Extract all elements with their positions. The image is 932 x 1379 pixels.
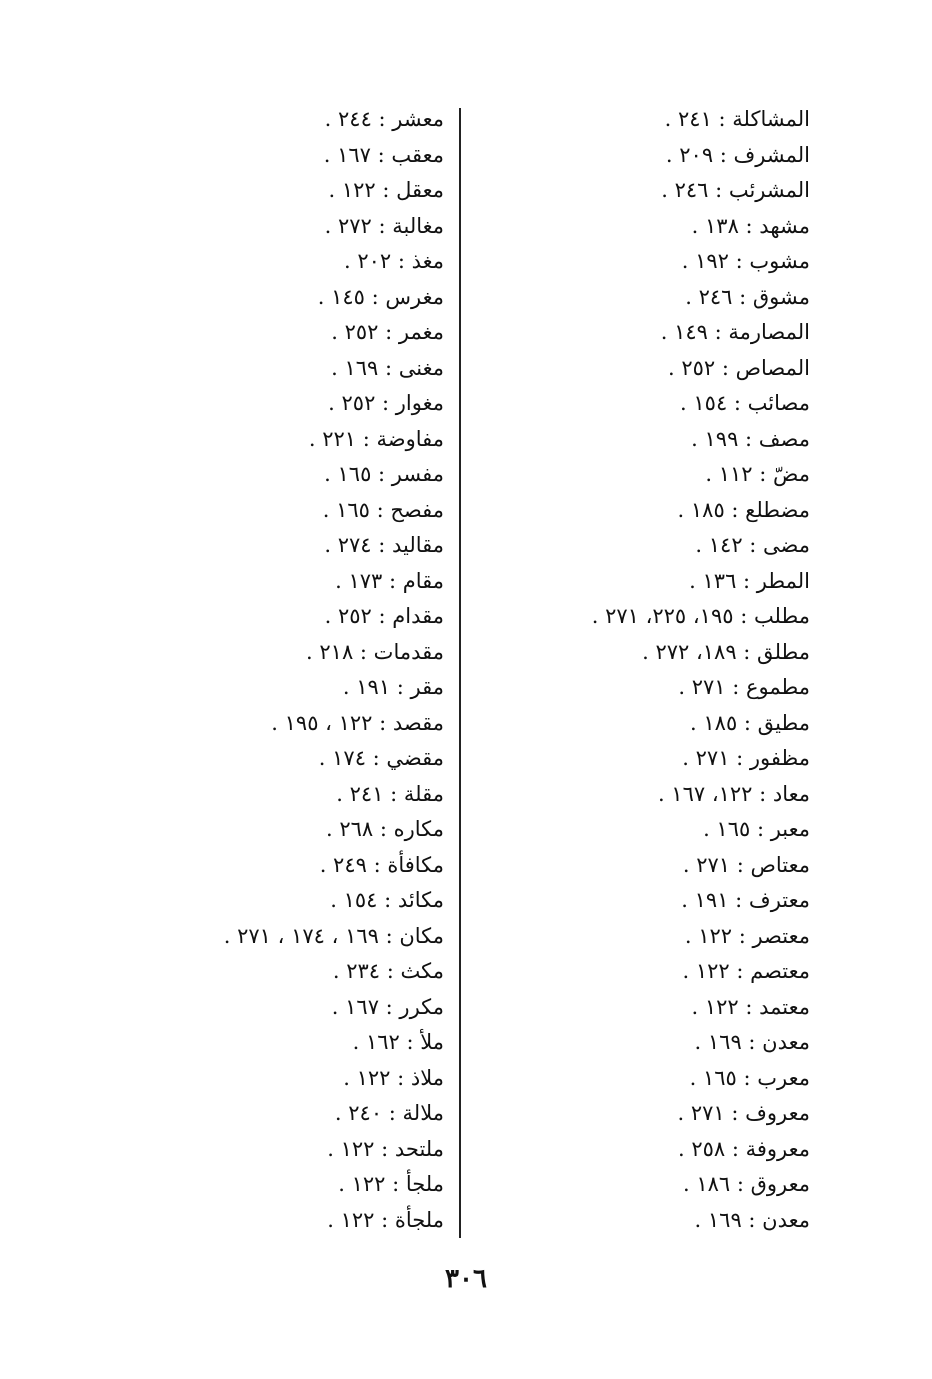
index-entry: مظفور : ٢٧١ . [682,746,810,770]
index-entry: مصف : ١٩٩ . [691,426,810,451]
index-entry: معقل : ١٢٢ . [328,178,444,202]
index-entry: ملجأ : ١٢٢ . [338,1172,444,1196]
index-entry: مفصح : ١٦٥ . [322,497,444,522]
index-entry: معروفة : ٢٥٨ . [677,1136,810,1161]
index-entry: مصائب : ١٥٤ . [680,391,810,415]
index-entry: مقدمات : ٢١٨ . [306,639,444,664]
index-entry: ملتحد : ١٢٢ . [327,1136,444,1161]
index-entry: المشاكلة : ٢٤١ . [664,107,810,131]
index-entry: مقر : ١٩١ . [342,675,444,699]
index-entry: مطموع : ٢٧١ . [678,675,810,699]
index-entry: المشرف : ٢٠٩ . [665,142,810,167]
index-entry: مقام : ١٧٣ . [335,568,444,593]
index-entry: مقدام : ٢٥٢ . [324,604,444,628]
index-entry: مطلق : ١٨٩، ٢٧٢ . [642,639,810,664]
index-entry: مكان : ١٦٩ ، ١٧٤ ، ٢٧١ . [223,923,444,948]
index-entry: مقضي : ١٧٤ . [318,746,444,770]
index-entry: مكث : ٢٣٤ . [332,959,444,983]
index-entry: معبر : ١٦٥ . [703,817,810,841]
index-entry: المشرئب : ٢٤٦ . [661,178,810,202]
index-entry: المصاص : ٢٥٢ . [667,355,810,380]
index-entry: مغذ : ٢٠٢ . [343,249,444,273]
index-entry: ملأ : ١٦٢ . [352,1030,444,1054]
index-entry: معقب : ١٦٧ . [323,142,444,167]
index-column-right [480,102,810,1238]
index-entry: معاد : ١٢٢، ١٦٧ . [657,781,810,806]
index-entry: معدن : ١٦٩ . [694,1030,810,1054]
index-entry: المصارمة : ١٤٩ . [660,320,810,344]
index-entry: مكائد : ١٥٤ . [330,888,444,912]
index-entry: معتمد : ١٢٢ . [691,994,810,1019]
column-divider [459,108,461,1238]
index-entry: مغمر : ٢٥٢ . [331,320,444,344]
index-entry: المطر : ١٣٦ . [689,568,810,593]
index-entry: معروق : ١٨٦ . [682,1172,810,1196]
index-entry: مغرس : ١٤٥ . [317,284,444,309]
index-entry: مضطلع : ١٨٥ . [677,497,810,522]
page-number: ٣٠٦ [445,1264,487,1294]
index-entry: معتصم : ١٢٢ . [682,959,810,983]
index-entry: معرب : ١٦٥ . [689,1065,810,1090]
index-entry: معتصر : ١٢٢ . [684,923,810,948]
index-entry: ملاذ : ١٢٢ . [343,1065,444,1090]
index-entry: مغالبة : ٢٧٢ . [324,213,444,238]
index-entry: مقصد : ١٢٢ ، ١٩٥ . [271,710,444,735]
index-entry: ملجأة : ١٢٢ . [327,1207,444,1232]
index-entry: ملالة : ٢٤٠ . [334,1101,444,1125]
index-entry: مقاليد : ٢٧٤ . [324,533,444,557]
index-entry: مفسر : ١٦٥ . [324,462,444,486]
index-entry: مشوق : ٢٤٦ . [685,284,810,309]
index-entry: مشوب : ١٩٢ . [681,249,810,273]
index-entry: معدن : ١٦٩ . [694,1207,810,1232]
index-entry: معروف : ٢٧١ . [677,1101,810,1125]
index-entry: مطيق : ١٨٥ . [690,710,810,735]
index-entry: مفاوضة : ٢٢١ . [308,426,444,451]
index-entry: مضى : ١٤٢ . [695,533,810,557]
index-entry: مقلة : ٢٤١ . [336,781,444,806]
index-entry: معترف : ١٩١ . [681,888,810,912]
index-entry: معتاص : ٢٧١ . [682,852,810,877]
index-entry: مكرر : ١٦٧ . [331,994,444,1019]
index-entry: مكافأة : ٢٤٩ . [319,852,444,877]
index-entry: مغنى : ١٦٩ . [331,355,444,380]
index-entry: معشر : ٢٤٤ . [324,107,444,131]
index-entry: مشهد : ١٣٨ . [691,213,810,238]
index-entry: مطلب : ١٩٥، ٢٢٥، ٢٧١ . [591,604,810,628]
index-entry: مغوار : ٢٥٢ . [328,391,444,415]
index-entry: مضّ : ١١٢ . [705,462,810,486]
index-entry: مكاره : ٢٦٨ . [325,817,444,841]
index-column-left [144,102,444,1238]
